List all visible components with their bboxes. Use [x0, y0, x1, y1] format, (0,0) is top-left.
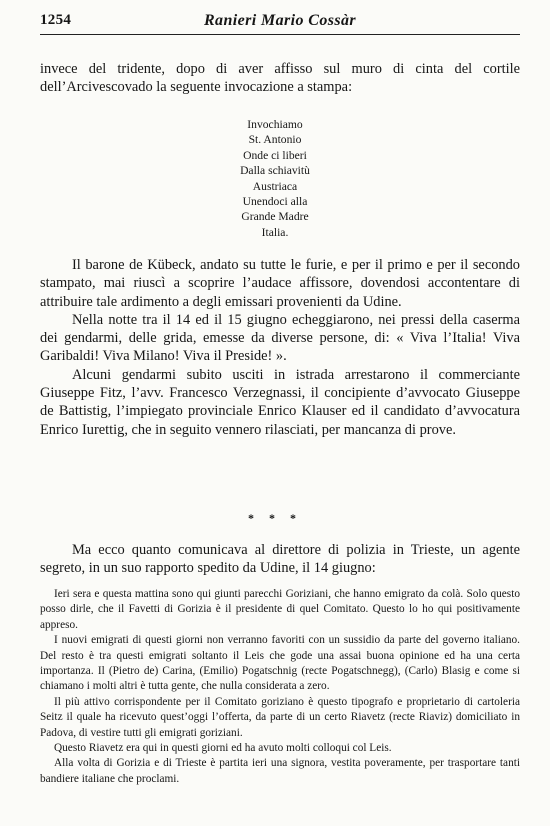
running-head: Ranieri Mario Cossàr: [203, 12, 357, 29]
invocation-line: Grande Madre: [241, 210, 309, 224]
report-quote: [40, 587, 520, 787]
intro-block: [40, 60, 520, 96]
report-paragraph: Alla volta di Gorizia e di Trieste è partita ieri una signora, vestita poveramente, per trasportare tanti bandiere italiane che proclami.: [40, 757, 520, 785]
invocation-line: St. Antonio: [248, 133, 302, 147]
report-paragraph: Il più attivo corrispondente per il Comitato goriziano è questo tipografo e proprietario di cartoleria Seitz il quale ha ricevuto quest’oggi l’offerta, da parte di un certo Riavetz (recte Riaviz) domiciliato in Padova, di vestire tutti gli emigrati goriziani.: [40, 695, 520, 739]
invocation-line: Austriaca: [252, 179, 298, 193]
report-intro-block: [40, 541, 520, 577]
report-paragraph: Ieri sera e questa mattina sono qui giunti parecchi Goriziani, che hanno emigrato da colà. Solo questo posso dirle, che il Favetti di Gorizia è il presidente di quel Comitato. Questo lo ho qui positivamente appreso.: [40, 588, 520, 631]
report-paragraph: Questo Riavetz era qui in questi giorni ed ha avuto molti colloqui col Leis.: [54, 742, 392, 755]
invocation-line: Italia.: [261, 225, 289, 239]
paragraph: Nella notte tra il 14 ed il 15 giugno echeggiarono, nei pressi della caserma dei gendarmi, delle grida, emesse da diverse persone, di: « Viva l’Italia! Viva Garibaldi! Viva Milano! Viva il Preside! ».: [40, 311, 520, 365]
invocation-line: Unendoci alla: [242, 195, 308, 209]
narrative-block: [40, 256, 520, 439]
page-number: 1254: [40, 12, 72, 28]
report-intro-paragraph: Ma ecco quanto comunicava al direttore di polizia in Trieste, un agente segreto, in un suo rapporto spedito da Udine, il 14 giugno:: [40, 542, 520, 576]
invocation-text: [0, 117, 550, 240]
page-header: [40, 12, 520, 35]
paragraph: Il barone de Kübeck, andato su tutte le furie, e per il primo e per il secondo stampato, mai riuscì a scoprire l’audace affissore, dovendosi accontentare di attribuire tale ardimento a degli emissari provenienti da Udine.: [40, 257, 520, 310]
invocation-line: Dalla schiavitù: [240, 164, 310, 178]
report-paragraph: I nuovi emigrati di questi giorni non verranno favoriti con un sussidio da parte del governo italiano. Del resto è tra questi emigrati soltanto il Leis che gode una assai buona opinione ed ha una certa importanza. Il (Pietro de) Carina, (Emilio) Pogatschnig (recte Pogatschnegg), (Carlo) Blasig e come si chiamano i molti altri è tutta gente, che nulla considerata a zero.: [40, 634, 520, 693]
paragraph: Alcuni gendarmi subito usciti in istrada arrestarono il commerciante Giuseppe Fitz, l’avv. Francesco Verzegnassi, il concipiente d’avvocato Giuseppe de Battistig, l’impiegato provinciale Enrico Klauser ed il candidato d’avvocatura Enrico Iurettig, che in seguito vennero rilasciati, per mancanza di prove.: [40, 366, 520, 438]
intro-paragraph: invece del tridente, dopo di aver affisso sul muro di cinta del cortile dell’Arcivescovado la seguente invocazione a stampa:: [40, 61, 520, 95]
section-separator: * * *: [248, 511, 302, 525]
invocation-line: Onde ci liberi: [243, 148, 307, 162]
invocation-line: Invochiamo: [247, 118, 303, 131]
